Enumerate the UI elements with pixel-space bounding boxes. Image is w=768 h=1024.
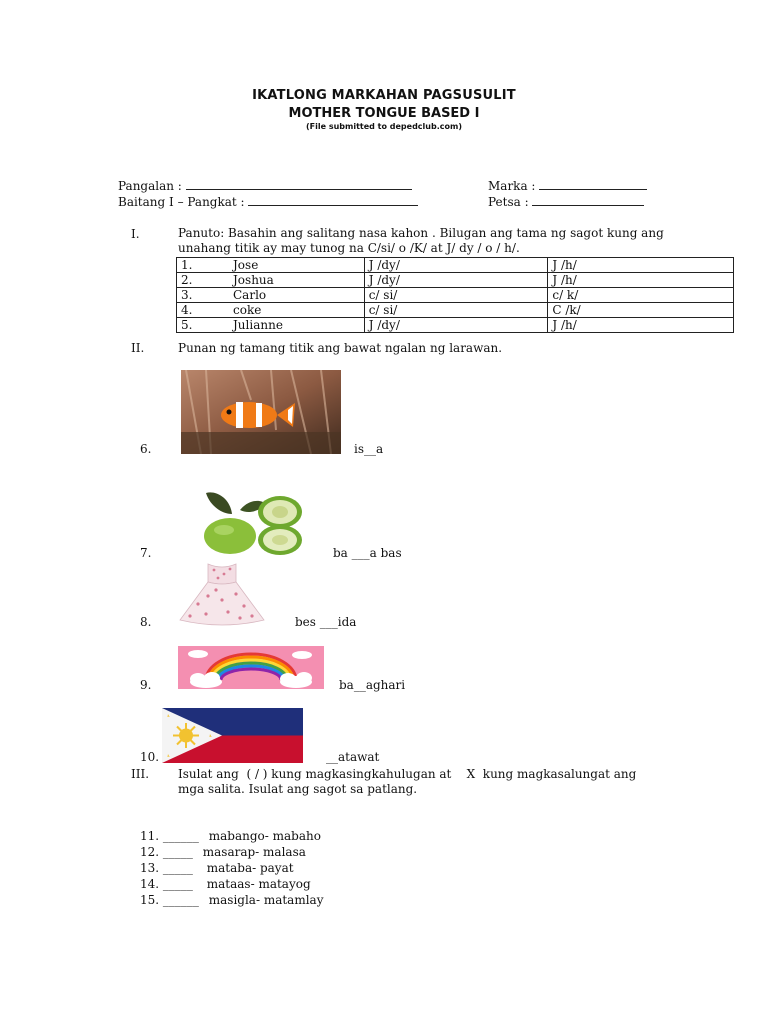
source-note: (File submitted to depedclub.com) xyxy=(306,122,462,131)
part3-instruction-line1: Isulat ang ( / ) kung magkasingkahulugan at X kung magkasalungat ang xyxy=(178,767,637,781)
answer-blank[interactable]: ______ xyxy=(162,893,199,907)
list-item: 14. _____ mataas- matayog xyxy=(140,877,311,891)
list-item: 12. _____ masarap- malasa xyxy=(140,845,306,859)
exam-title: IKATLONG MARKAHAN PAGSUSULIT xyxy=(252,88,516,103)
table-row xyxy=(177,318,734,333)
item-number: 8. xyxy=(140,615,152,629)
option-cell[interactable]: c/ si/ xyxy=(364,303,548,318)
date-line[interactable] xyxy=(532,195,644,206)
name-line[interactable] xyxy=(186,179,412,190)
table-row xyxy=(177,273,734,288)
answer-blank[interactable]: _____ xyxy=(162,877,193,891)
blank-word[interactable]: __atawat xyxy=(326,750,380,764)
blank-word[interactable]: ba ___a bas xyxy=(333,546,402,560)
option-cell[interactable]: c/ si/ xyxy=(364,288,548,303)
word-cell: 4. coke xyxy=(177,303,365,318)
answer-blank[interactable]: _____ xyxy=(162,861,193,875)
item-number: 7. xyxy=(140,546,152,560)
item-number: 6. xyxy=(140,442,152,456)
score-line[interactable] xyxy=(539,179,647,190)
option-cell[interactable]: J /h/ xyxy=(548,273,734,288)
name-label: Pangalan : xyxy=(118,179,182,193)
item-number: 9. xyxy=(140,678,152,692)
blank-word[interactable]: is__a xyxy=(354,442,384,456)
word-cell: 3. Carlo xyxy=(177,288,365,303)
date-field xyxy=(488,195,644,209)
name-field xyxy=(118,179,412,193)
score-field xyxy=(488,179,647,193)
dress-picture xyxy=(178,560,266,626)
word-cell: 1. Jose xyxy=(177,258,365,273)
table-row xyxy=(177,258,734,273)
blank-word[interactable]: ba__aghari xyxy=(339,678,406,692)
item-number: 10. xyxy=(140,750,160,764)
option-cell[interactable]: J /h/ xyxy=(548,258,734,273)
grade-field xyxy=(118,195,418,209)
guava-picture xyxy=(196,488,306,558)
word-cell: 5. Julianne xyxy=(177,318,365,333)
part2-instruction: Punan ng tamang titik ang bawat ngalan ng larawan. xyxy=(178,341,503,355)
clownfish-picture xyxy=(181,370,341,454)
word-cell: 2. Joshua xyxy=(177,273,365,288)
date-label: Petsa : xyxy=(488,195,529,209)
table-row xyxy=(177,288,734,303)
score-label: Marka : xyxy=(488,179,536,193)
option-cell[interactable]: J /h/ xyxy=(548,318,734,333)
option-cell[interactable]: J /dy/ xyxy=(364,258,548,273)
grade-line[interactable] xyxy=(248,195,418,206)
part2-numeral: II. xyxy=(131,341,145,355)
part1-instruction-line2: unahang titik ay may tunog na C/si/ o /K/ at J/ dy / o / h/. xyxy=(178,241,520,255)
part1-instruction-line1: Panuto: Basahin ang salitang nasa kahon . Bilugan ang tama ng sagot kung ang xyxy=(178,226,664,240)
list-item: 13. _____ mataba- payat xyxy=(140,861,294,875)
blank-word[interactable]: bes ___ida xyxy=(295,615,357,629)
word-table xyxy=(176,257,734,333)
answer-blank[interactable]: _____ xyxy=(162,845,193,859)
subject-title: MOTHER TONGUE BASED I xyxy=(288,106,480,121)
grade-label: Baitang I – Pangkat : xyxy=(118,195,245,209)
option-cell[interactable]: J /dy/ xyxy=(364,273,548,288)
list-item: 15. ______ masigla- matamlay xyxy=(140,893,324,907)
list-item: 11. ______ mabango- mabaho xyxy=(140,829,321,843)
option-cell[interactable]: c/ k/ xyxy=(548,288,734,303)
answer-blank[interactable]: ______ xyxy=(162,829,199,843)
part1-numeral: I. xyxy=(131,227,140,241)
rainbow-picture xyxy=(178,646,324,689)
table-row xyxy=(177,303,734,318)
option-cell[interactable]: J /dy/ xyxy=(364,318,548,333)
part3-instruction-line2: mga salita. Isulat ang sagot sa patlang. xyxy=(178,782,418,796)
part3-numeral: III. xyxy=(131,767,150,781)
option-cell[interactable]: C /k/ xyxy=(548,303,734,318)
philippine-flag-picture xyxy=(162,708,303,763)
